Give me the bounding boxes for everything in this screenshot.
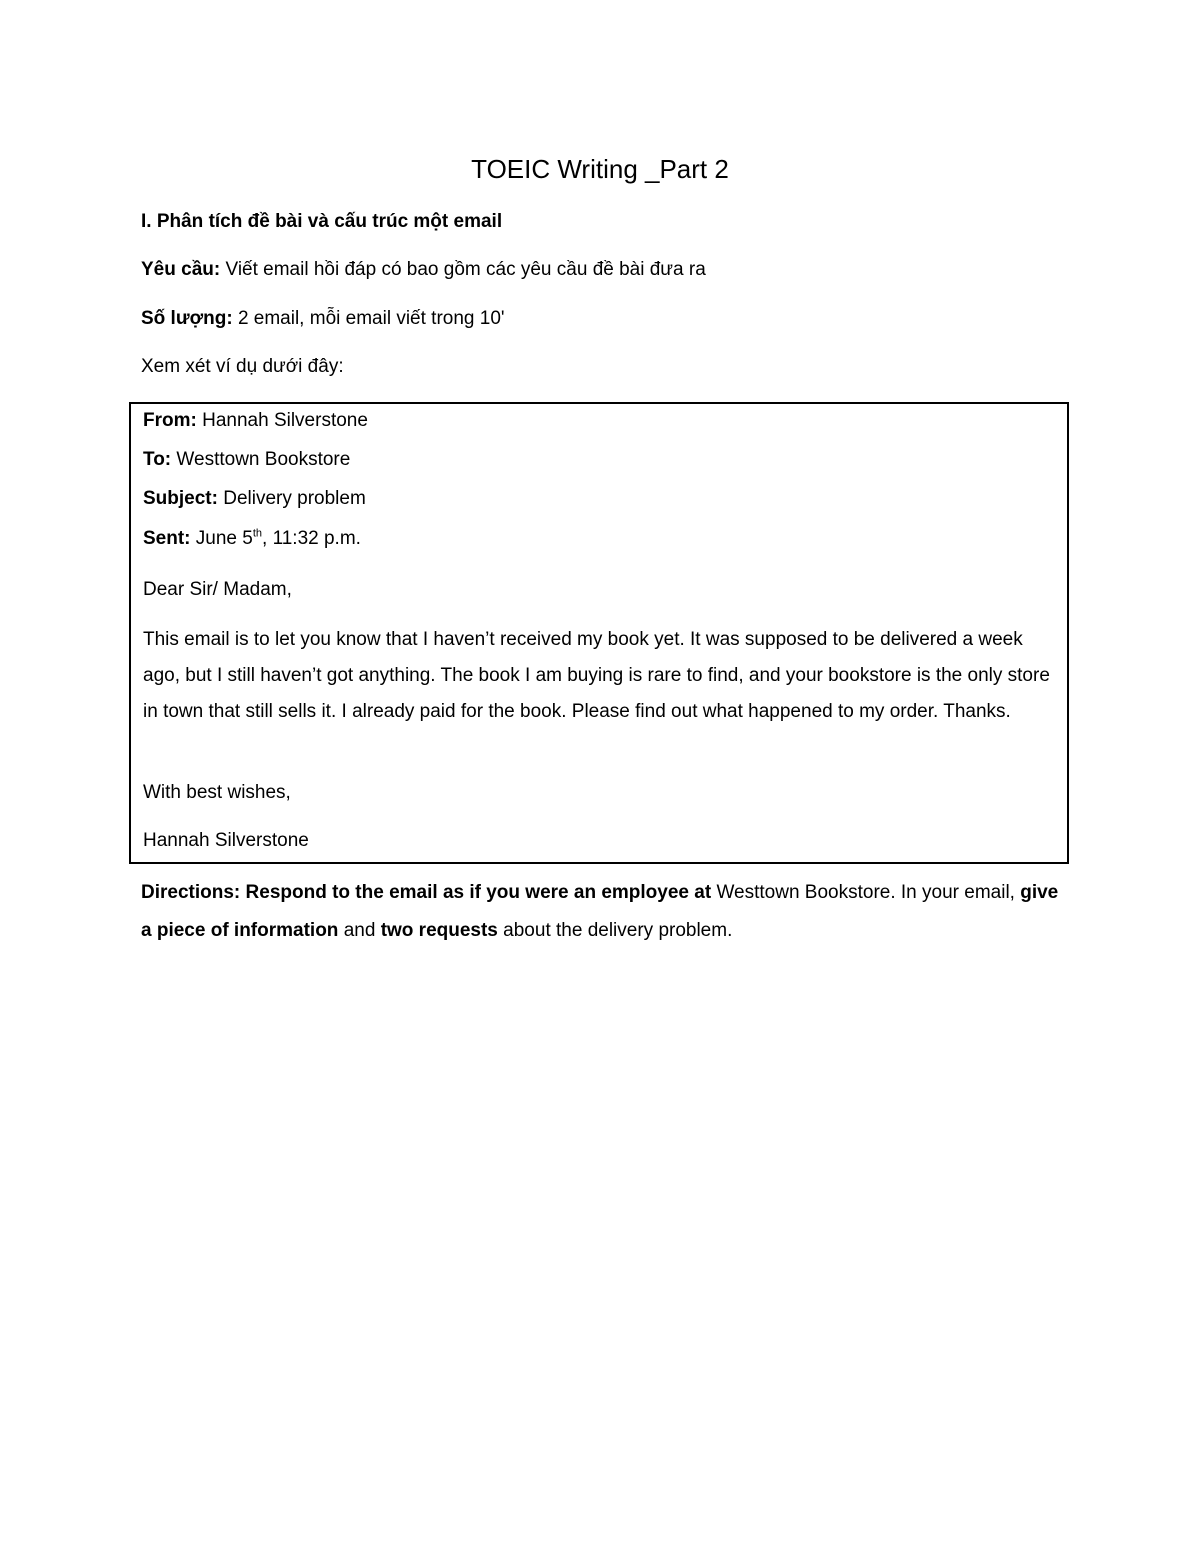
section-heading: I. Phân tích đề bài và cấu trúc một email [141,211,503,232]
email-greeting: Dear Sir/ Madam, [143,579,292,600]
email-signature: Hannah Silverstone [143,830,309,851]
email-sent-label: Sent: [143,528,191,549]
directions-part2: Westtown Bookstore. In your email, [716,882,1015,903]
email-from-value: Hannah Silverstone [202,410,368,431]
email-body: This email is to let you know that I haven’t received my book yet. It was supposed to be delivered a week ago, but I still haven’t got anything. The book I am buying is rare to find, and your bookstore is the only store in town that still sells it. I already paid for the book. Please find out what happened to my order. Thanks. [143,629,1050,722]
email-subject-line [143,486,366,512]
directions-paragraph [141,874,1061,950]
directions-part6: about the delivery problem. [503,920,733,941]
email-sent-line [143,526,361,552]
email-subject-value: Delivery problem [223,488,366,509]
email-sent-time: , 11:32 p.m. [262,528,361,549]
quantity-line [141,306,505,332]
directions-part5: two requests [380,920,498,941]
quantity-text: 2 email, mỗi email viết trong 10' [237,308,505,329]
email-example-box [129,402,1069,864]
email-closing: With best wishes, [143,782,291,803]
email-to-line [143,447,350,473]
directions-part3: give a piece of information [141,882,1059,941]
email-sent-suffix: th [252,527,263,540]
email-subject-label: Subject: [143,488,218,509]
email-from-label: From: [143,410,197,431]
quantity-label: Số lượng: [141,308,233,329]
directions-part1: Respond to the email as if you were an employee at [245,882,712,903]
email-from-line [143,408,368,434]
page-title: TOEIC Writing _Part 2 [471,154,729,184]
directions-part4: and [343,920,376,941]
requirement-label: Yêu cầu: [141,259,221,280]
requirement-line [141,257,706,283]
example-intro: Xem xét ví dụ dưới đây: [141,356,344,377]
email-to-label: To: [143,449,172,470]
email-sent-date: June 5 [195,528,253,549]
directions-label: Directions: [141,882,241,903]
requirement-text: Viết email hồi đáp có bao gồm các yêu cầu đề bài đưa ra [225,259,706,280]
email-to-value: Westtown Bookstore [176,449,351,470]
